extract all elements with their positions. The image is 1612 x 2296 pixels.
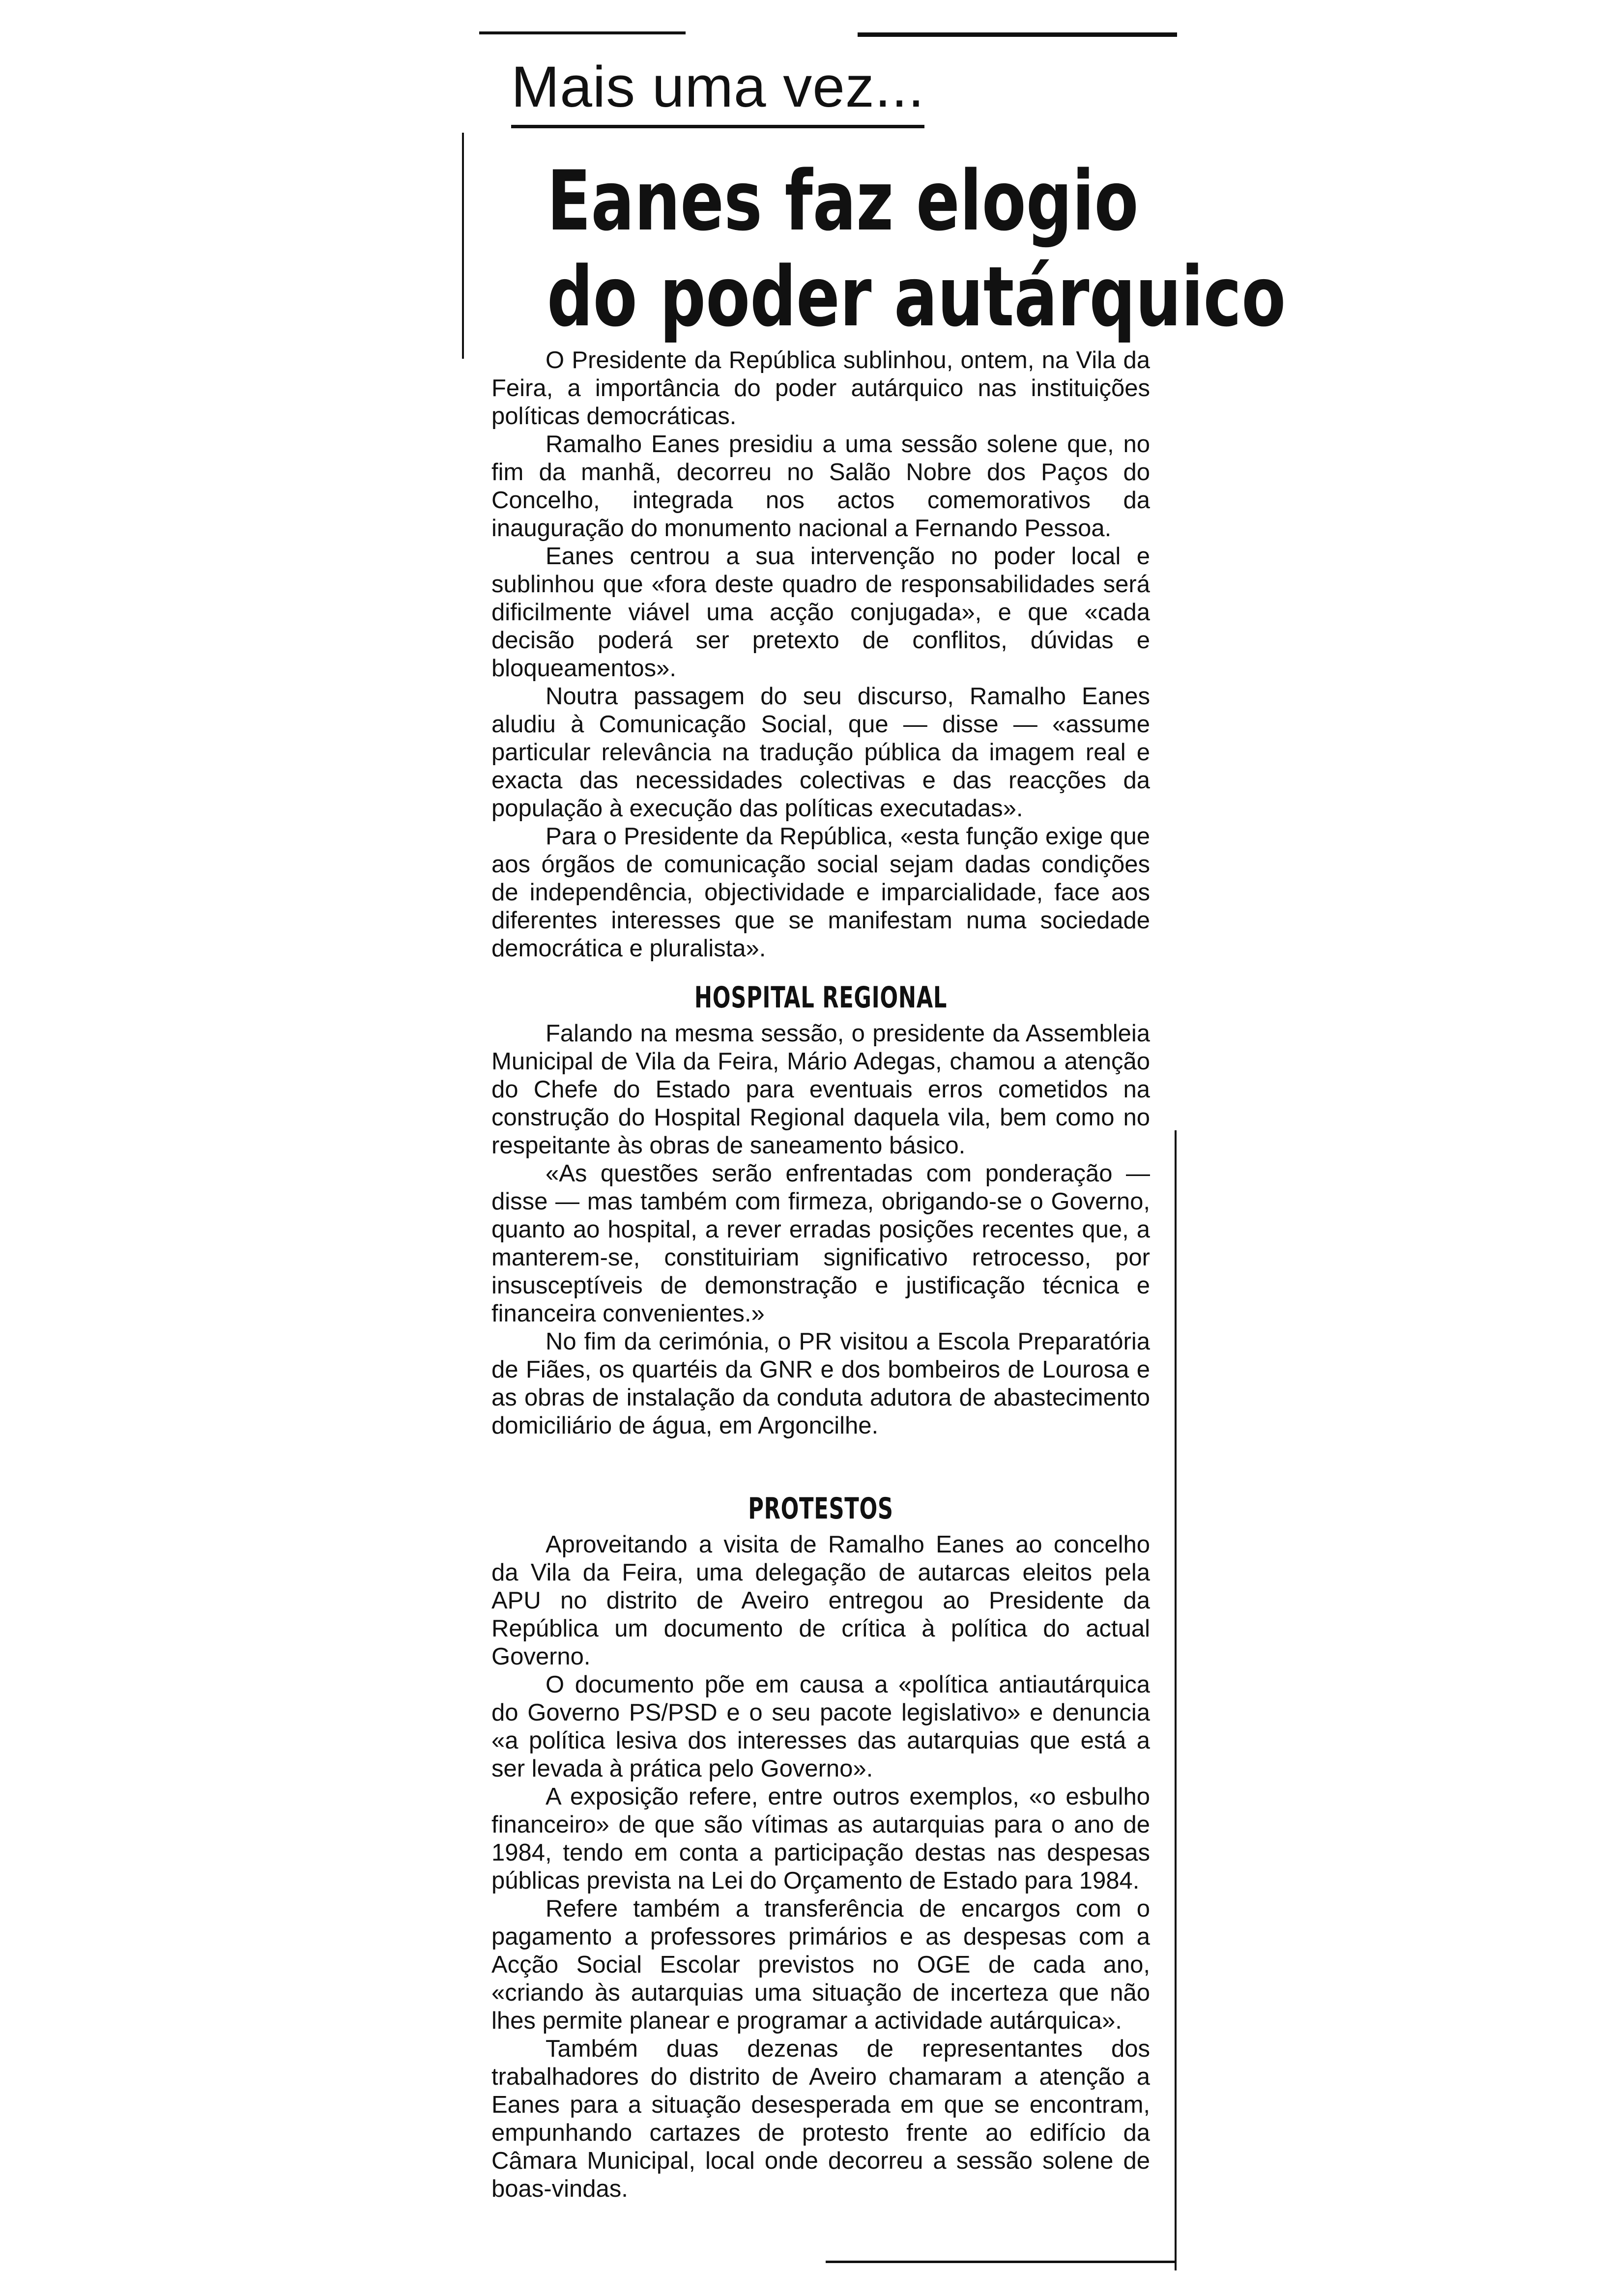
- paragraph: A exposição refere, entre outros exemplos, «o esbulho financeiro» de que são vítimas as autarquias para o ano de 1984, tendo em conta a participação destas nas despesas públicas prevista na Lei do Orçamento de Estado para 1984.: [491, 1783, 1150, 1894]
- article-section-intro: [491, 346, 1150, 963]
- right-column-rule: [1175, 1130, 1177, 2270]
- paragraph: O Presidente da República sublinhou, ontem, na Vila da Feira, a importância do poder autárquico nas instituições políticas democráticas.: [491, 347, 1150, 430]
- bottom-rule: [826, 2261, 1176, 2263]
- paragraph: Noutra passagem do seu discurso, Ramalho Eanes aludiu à Comunicação Social, que — disse — «assume particular relevância na tradução pública da imagem real e exacta das necessidades colectivas e das reacções da população à execução das políticas executadas».: [491, 683, 1150, 822]
- subhead-hospital-regional: HOSPITAL REGIONAL: [694, 980, 948, 1015]
- paragraph: No fim da cerimónia, o PR visitou a Escola Preparatória de Fiães, os quartéis da GNR e dos bombeiros de Lourosa e as obras de instalação da conduta adutora de abastecimento domiciliário de água, em Argoncilhe.: [491, 1328, 1150, 1439]
- paragraph: Falando na mesma sessão, o presidente da Assembleia Municipal de Vila da Feira, Mário Adegas, chamou a atenção do Chefe do Estado para eventuais erros cometidos na construção do Hospital Regional daquela vila, bem como no respeitante às obras de saneamento básico.: [491, 1020, 1150, 1159]
- top-rule-right: [858, 32, 1177, 37]
- paragraph: Eanes centrou a sua intervenção no poder local e sublinhou que «fora deste quadro de responsabilidades será dificilmente viável uma acção conjugada», e que «cada decisão poderá ser pretexto de conflitos, dúvidas e bloqueamentos».: [491, 543, 1150, 682]
- kicker: Mais uma vez...: [511, 58, 924, 128]
- paragraph: Para o Presidente da República, «esta função exige que aos órgãos de comunicação social sejam dadas condições de independência, objectividade e imparcialidade, face aos diferentes interesses que se manifestam numa sociedade democrática e pluralista».: [491, 823, 1150, 962]
- article-section-hospital: [491, 1020, 1150, 1440]
- subhead-protestos: PROTESTOS: [748, 1492, 893, 1526]
- article-section-protestos: [491, 1531, 1150, 2203]
- paragraph: Ramalho Eanes presidiu a uma sessão solene que, no fim da manhã, decorreu no Salão Nobre dos Paços do Concelho, integrada nos actos comemorativos da inauguração do monumento nacional a Fernando Pessoa.: [491, 431, 1150, 542]
- left-column-rule: [462, 133, 464, 359]
- top-rule-left: [479, 31, 686, 34]
- headline-line-1: Eanes faz elogio: [547, 153, 1139, 249]
- paragraph: Refere também a transferência de encargos com o pagamento a professores primários e as despesas com a Acção Social Escolar previstos no OGE de cada ano, «criando às autarquias uma situação de incerteza que não lhes permite planear e programar a actividade autárquica».: [491, 1895, 1150, 2034]
- headline-line-2: do poder autárquico: [547, 249, 1286, 345]
- paragraph: «As questões serão enfrentadas com ponderação — disse — mas também com firmeza, obrigando-se o Governo, quanto ao hospital, a rever erradas posições recentes que, a manterem-se, constituiriam significativo retrocesso, por insusceptíveis de demonstração e justificação técnica e financeira convenientes.»: [491, 1160, 1150, 1327]
- paragraph: Aproveitando a visita de Ramalho Eanes ao concelho da Vila da Feira, uma delegação de autarcas eleitos pela APU no distrito de Aveiro entregou ao Presidente da República um documento de crítica à política do actual Governo.: [491, 1531, 1150, 1670]
- paragraph: Também duas dezenas de representantes dos trabalhadores do distrito de Aveiro chamaram a atenção a Eanes para a situação desesperada em que se encontram, empunhando cartazes de protesto frente ao edifício da Câmara Municipal, local onde decorreu a sessão solene de boas-vindas.: [491, 2036, 1150, 2202]
- paragraph: O documento põe em causa a «política antiautárquica do Governo PS/PSD e o seu pacote legislativo» e denuncia «a política lesiva dos interesses das autarquias que está a ser levada à prática pelo Governo».: [491, 1671, 1150, 1782]
